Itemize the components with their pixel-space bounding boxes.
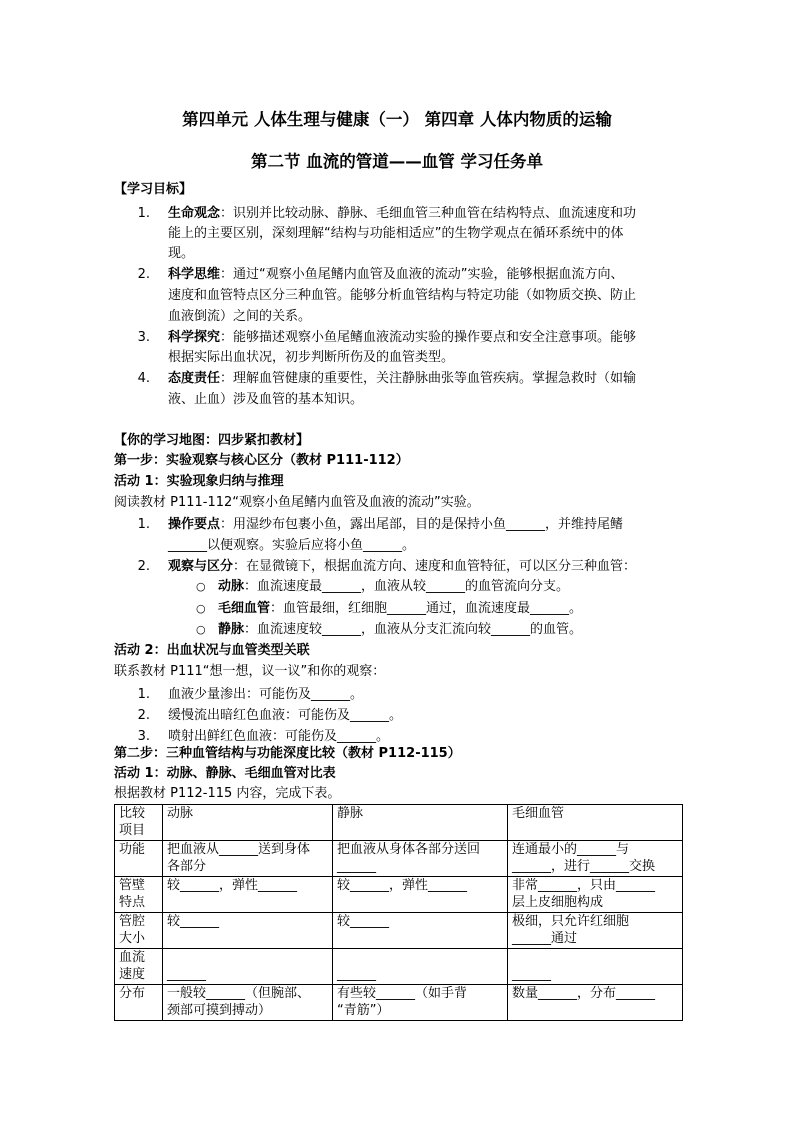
circle-bullet-icon: ○	[196, 602, 206, 615]
item-number: 2.	[137, 708, 150, 723]
observation-distinction: 观察与区分：在显微镜下，根据血流方向、速度和血管特征，可以区分三种血管：	[168, 559, 637, 574]
goals-heading: 【学习目标】	[114, 182, 193, 197]
table-cell: 功能	[115, 841, 163, 877]
table-cell: 静脉	[333, 805, 508, 841]
bleeding-item: 缓慢流出暗红色血液：可能伤及______。	[168, 708, 403, 723]
item-number: 2.	[137, 559, 150, 574]
table-cell: 把血液从身体各部分送回 ______	[333, 841, 508, 877]
goal-number: 3.	[137, 330, 150, 345]
vein-observation: 静脉：血流速度较______，血液从分支汇流向较______的血管。	[218, 622, 583, 637]
section-title: 第二节 血流的管道——血管 学习任务单	[251, 152, 543, 171]
table-cell: ______	[163, 949, 333, 985]
table-cell: 比较 项目	[115, 805, 163, 841]
table-row	[115, 877, 683, 913]
table-cell: 分布	[115, 985, 163, 1021]
activity3-heading: 活动 1：动脉、静脉、毛细血管对比表	[114, 766, 336, 781]
table-header-row	[115, 805, 683, 841]
activity1-intro: 阅读教材 P111-112“观察小鱼尾鳍内血管及血液的流动”实验。	[114, 495, 480, 510]
table-cell: 动脉	[163, 805, 333, 841]
table-cell: 较______	[333, 913, 508, 949]
goal-item: 科学思维：通过“观察小鱼尾鳍内血管及血液的流动”实验，能够根据血流方向、	[168, 267, 624, 282]
table-cell: 极细，只允许红细胞 ______通过	[508, 913, 683, 949]
table-cell: 管腔 大小	[115, 913, 163, 949]
goal-item-line: 血液倒流）之间的关系。	[168, 309, 312, 324]
operation-points: 操作要点：用湿纱布包裹小鱼，露出尾部，目的是保持小鱼______，并维持尾鳍	[168, 517, 624, 532]
table-row	[115, 985, 683, 1021]
goal-item-line: 液、止血）涉及血管的基本知识。	[168, 392, 364, 407]
circle-bullet-icon: ○	[196, 580, 206, 593]
table-cell: ______	[508, 949, 683, 985]
table-cell: 非常______，只由______ 层上皮细胞构成	[508, 877, 683, 913]
item-number: 3.	[137, 729, 150, 744]
table-cell: 血流 速度	[115, 949, 163, 985]
goal-item-line: 根据实际出血状况，初步判断所伤及的血管类型。	[168, 350, 455, 365]
table-cell: 一般较______（但腕部、 颈部可摸到搏动）	[163, 985, 333, 1021]
table-cell: 连通最小的______与 ______，进行______交换	[508, 841, 683, 877]
goal-number: 1.	[137, 206, 150, 221]
bleeding-item: 血液少量渗出：可能伤及______。	[168, 687, 364, 702]
unit-title: 第四单元 人体生理与健康（一） 第四章 人体内物质的运输	[182, 110, 612, 129]
activity2-intro: 联系教材 P111“想一想，议一议”和你的观察：	[114, 664, 386, 679]
table-row	[115, 949, 683, 985]
circle-bullet-icon: ○	[196, 623, 206, 636]
activity3-intro: 根据教材 P112-115 内容，完成下表。	[114, 786, 341, 801]
operation-points-line: ______以便观察。实验后应将小鱼______。	[168, 538, 416, 553]
goal-item-line: 速度和血管特点区分三种血管。能够分析血管结构与特定功能（如物质交换、防止	[168, 288, 637, 303]
table-cell: 管壁 特点	[115, 877, 163, 913]
comparison-table	[114, 804, 683, 1021]
table-cell: 毛细血管	[508, 805, 683, 841]
step1-heading: 第一步：实验观察与核心区分（教材 P111-112）	[114, 453, 409, 468]
table-cell: 较______，弹性______	[163, 877, 333, 913]
activity2-heading: 活动 2：出血状况与血管类型关联	[114, 643, 310, 658]
capillary-observation: 毛细血管：血管最细，红细胞______通过，血流速度最______。	[218, 601, 583, 616]
goal-item: 科学探究：能够描述观察小鱼尾鳍血液流动实验的操作要点和安全注意事项。能够	[168, 330, 637, 345]
activity1-heading: 活动 1：实验现象归纳与推理	[114, 474, 284, 489]
goal-number: 2.	[137, 267, 150, 282]
step2-heading: 第二步：三种血管结构与功能深度比较（教材 P112-115）	[114, 746, 461, 761]
bleeding-item: 喷射出鲜红色血液：可能伤及______。	[168, 729, 390, 744]
map-heading: 【你的学习地图：四步紧扣教材】	[114, 433, 310, 448]
goal-item-line: 现。	[168, 246, 195, 261]
table-row	[115, 841, 683, 877]
item-number: 1.	[137, 517, 150, 532]
goal-item-line: 能上的主要区别，深刻理解“结构与功能相适应”的生物学观点在循环系统中的体	[168, 226, 624, 241]
goal-number: 4.	[137, 371, 150, 386]
item-number: 1.	[137, 687, 150, 702]
table-cell: 较______，弹性______	[333, 877, 508, 913]
goal-item: 态度责任：理解血管健康的重要性，关注静脉曲张等血管疾病。掌握急救时（如输	[168, 371, 637, 386]
table-cell: 把血液从______送到身体 各部分	[163, 841, 333, 877]
table-cell: 有些较______（如手背 “青筋”）	[333, 985, 508, 1021]
table-cell: 数量______，分布______	[508, 985, 683, 1021]
table-row	[115, 913, 683, 949]
table-cell: 较______	[163, 913, 333, 949]
table-cell: ______	[333, 949, 508, 985]
goal-item: 生命观念：识别并比较动脉、静脉、毛细血管三种血管在结构特点、血流速度和功	[168, 206, 637, 221]
artery-observation: 动脉：血流速度最______，血液从较______的血管流向分支。	[218, 579, 570, 594]
